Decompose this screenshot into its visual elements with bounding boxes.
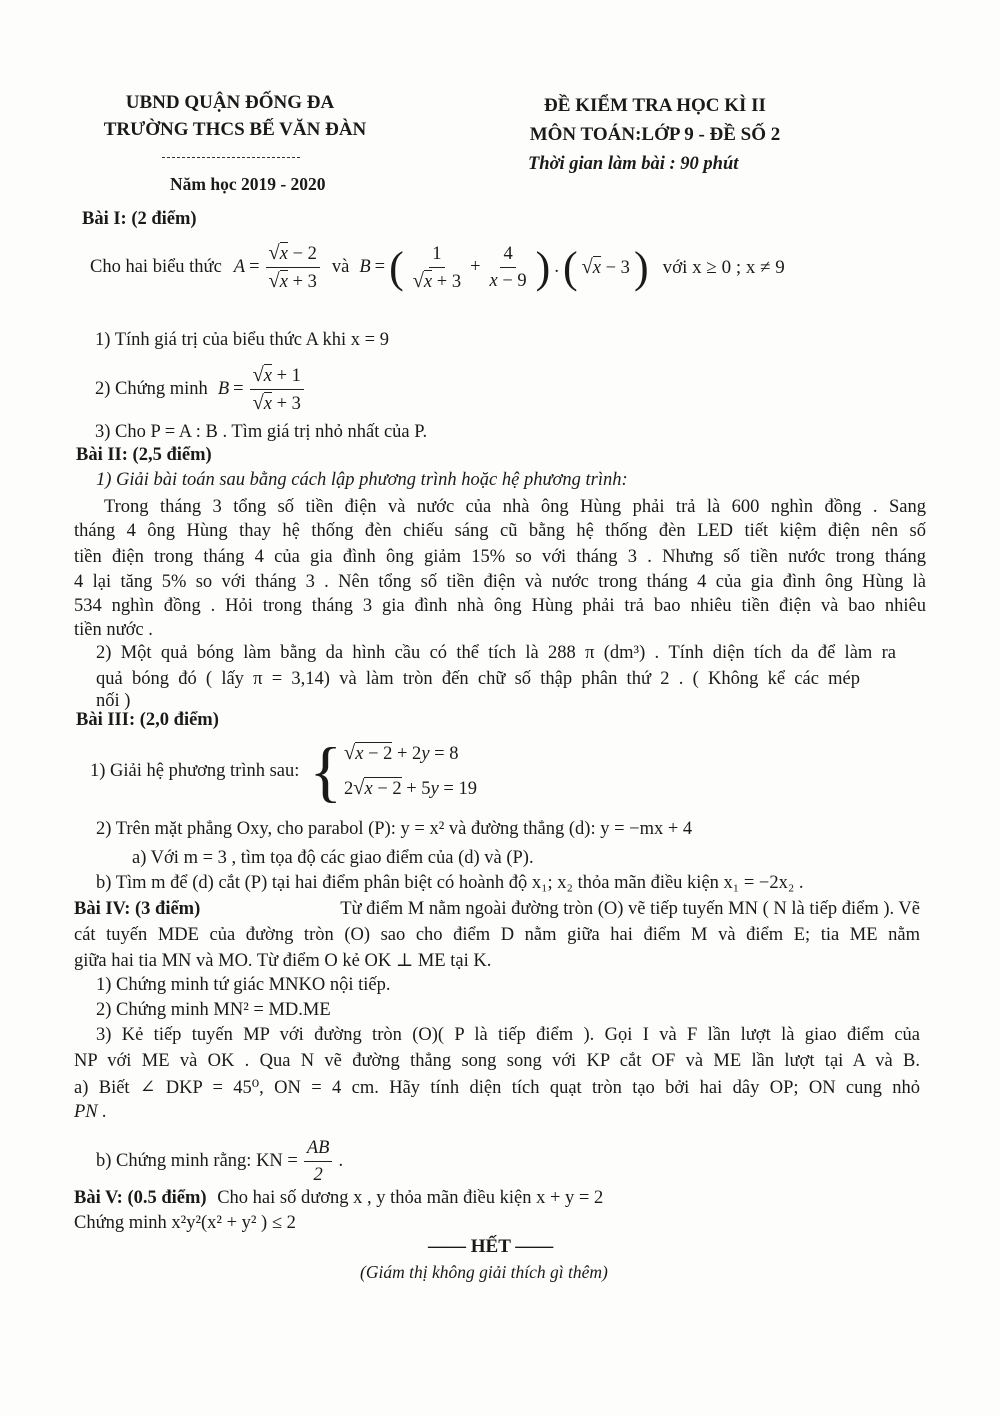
bai4-question-b: b) Chứng minh rằng: KN = $\frac{AB}{2}$ . bbox=[96, 1135, 343, 1188]
bai1-q2-prefix: 2) Chứng minh bbox=[95, 379, 208, 399]
bai4-question-2: 2) Chứng minh MN² = MD.ME bbox=[96, 1000, 331, 1020]
bai3-system bbox=[90, 733, 477, 809]
bai2-problem-line-6: tiền nước . bbox=[74, 620, 153, 640]
bai4-line-1-text: Từ điểm M nằm ngoài đường tròn (O) vẽ tiếp tuyến MN ( N là tiếp điểm ). Vẽ bbox=[340, 899, 920, 919]
equation-1: √x − 2 + 2y = 8 bbox=[344, 742, 459, 764]
bai4-qa-line-2: PN . bbox=[74, 1102, 107, 1122]
bai1-question-1: 1) Tính giá trị của biểu thức A khi x = 9 bbox=[95, 330, 389, 350]
bai3-question-2: 2) Trên mặt phẳng Oxy, cho parabol (P): y = x² và đường thẳng (d): y = −mx + 4 bbox=[96, 819, 693, 839]
bai2-problem-line-3: tiền điện trong tháng 4 của gia đình ông giảm 15% so với tháng 3 . Nhưng số tiền nước trong tháng bbox=[74, 547, 926, 567]
school-name: TRƯỜNG THCS BẾ VĂN ĐÀN bbox=[103, 119, 367, 140]
bai4-qa-line-1: a) Biết ∠ DKP = 45⁰, ON = 4 cm. Hãy tính diện tích quạt tròn tạo bởi hai dây OP; ON cung nhỏ bbox=[74, 1078, 920, 1098]
bai4-line-2: cát tuyến MDE của đường tròn (O) sao cho điểm D nằm giữa hai điểm M và điểm E; tia ME nằm bbox=[74, 925, 920, 945]
fraction-b2: $\frac{4}{x - 9}$ bbox=[487, 241, 530, 294]
system-brace: { bbox=[309, 733, 343, 809]
bai4-question-1: 1) Chứng minh tứ giác MNKO nội tiếp. bbox=[96, 975, 391, 995]
section-title-4: Bài IV: (3 điểm) bbox=[74, 899, 201, 919]
header-divider bbox=[162, 157, 300, 158]
bai2-problem-line-2: tháng 4 ông Hùng thay hệ thống đèn chiếu sáng cũ bằng hệ thống đèn LED tiết kiệm điện nên số bbox=[74, 521, 926, 541]
school-year: Năm học 2019 - 2020 bbox=[170, 174, 326, 194]
bai4-qb-prefix: b) Chứng minh rằng: KN = bbox=[96, 1151, 298, 1171]
bai4-line-3: giữa hai tia MN và MO. Từ điểm O kẻ OK ⊥ ME tại K. bbox=[74, 951, 492, 971]
bai4-q3-line-1: 3) Kẻ tiếp tuyến MP với đường tròn (O)( P là tiếp điểm ). Gọi I và F lần lượt là giao điểm của bbox=[96, 1025, 920, 1045]
exam-time: Thời gian làm bài : 90 phút bbox=[528, 154, 739, 174]
bai2-q2-line-1: 2) Một quả bóng làm bằng da hình cầu có thể tích là 288 π (dm³) . Tính diện tích da để làm ra bbox=[96, 643, 896, 663]
equation-2: 2√x − 2 + 5y = 19 bbox=[344, 777, 477, 799]
fraction-b1: $\frac{1}{√x + 3}$ bbox=[410, 241, 464, 295]
section-title-5: Bài V: (0.5 điểm) bbox=[74, 1188, 207, 1208]
exam-subject: MÔN TOÁN:LỚP 9 - ĐỀ SỐ 2 bbox=[529, 124, 781, 145]
bai1-condition: với x ≥ 0 ; x ≠ 9 bbox=[662, 257, 785, 278]
section-title-1: Bài I: (2 điểm) bbox=[82, 209, 197, 229]
bai1-and: và bbox=[331, 257, 350, 277]
bai3-q1-prefix: 1) Giải hệ phương trình sau: bbox=[90, 760, 300, 781]
bai4-line-1 bbox=[74, 898, 920, 921]
bai3-question-2a: a) Với m = 3 , tìm tọa độ các giao điểm của (d) và (P). bbox=[132, 848, 534, 868]
bai2-q2-line-3: nối ) bbox=[96, 691, 131, 711]
section-title-3: Bài III: (2,0 điểm) bbox=[76, 710, 219, 730]
section-title-2: Bài II: (2,5 điểm) bbox=[76, 445, 212, 465]
fraction-ab-2: $\frac{AB}{2}$ bbox=[304, 1135, 333, 1188]
org-name: UBND QUẬN ĐỐNG ĐA bbox=[125, 92, 335, 113]
bai1-question-3: 3) Cho P = A : B . Tìm giá trị nhỏ nhất của P. bbox=[95, 422, 428, 442]
bai4-q3-line-2: NP với ME và OK . Qua N vẽ đường thẳng song song với KP cắt OF và ME lần lượt tại A và B. bbox=[74, 1051, 920, 1071]
bai1-question-2: 2) Chứng minh B = $\frac{√x + 1}{√x + 3}$ bbox=[95, 362, 306, 417]
bai5-line-2: Chứng minh x²y²(x² + y² ) ≤ 2 bbox=[74, 1213, 296, 1233]
bai2-q2-line-2: quả bóng đó ( lấy π = 3,14) và làm tròn đến chữ số thập phân thứ 2 . ( Không kể các mép bbox=[96, 669, 860, 689]
end-marker: —— HẾT —— bbox=[428, 1236, 554, 1257]
fraction-b-result: $\frac{√x + 1}{√x + 3}$ bbox=[250, 362, 304, 417]
bai5-line-1 bbox=[74, 1187, 603, 1210]
bai2-problem-line-4: 4 lại tăng 5% so với tháng 3 . Nên tổng số tiền điện và nước trong tháng 4 của gia đình ông Hùng là bbox=[74, 572, 926, 592]
fraction-a: $\frac{√x - 2}{√x + 3}$ bbox=[266, 240, 320, 295]
bai5-line-1-text: Cho hai số dương x , y thỏa mãn điều kiện x + y = 2 bbox=[217, 1188, 604, 1208]
bai2-problem-line-5: 534 nghìn đồng . Hỏi trong tháng 3 gia đình nhà ông Hùng phải trả bao nhiêu tiền điện và bao nhiêu bbox=[74, 596, 926, 616]
bai2-problem-line-1: Trong tháng 3 tổng số tiền điện và nước của nhà ông Hùng phải trả là 600 nghìn đồng . Sang bbox=[104, 497, 926, 517]
footer-note: (Giám thị không giải thích gì thêm) bbox=[360, 1262, 608, 1282]
bai2-sub1-title: 1) Giải bài toán sau bằng cách lập phương trình hoặc hệ phương trình: bbox=[96, 470, 628, 490]
bai1-expressions: Cho hai biểu thức A = $\frac{√x - 2}{√x + 3}$ và B = ( $\frac{1}{√x + 3}$ + $\frac{4}{x - 9}$ ) . ( √x − 3 ) với x ≥ 0 ; x ≠ 9 bbox=[90, 240, 785, 295]
exam-title: ĐỀ KIỂM TRA HỌC KÌ II bbox=[544, 95, 766, 116]
bai1-intro: Cho hai biểu thức bbox=[90, 257, 222, 277]
bai3-question-2b: b) Tìm m để (d) cắt (P) tại hai điểm phân biệt có hoành độ x₁; x₂ thỏa mãn điều kiện x₁ = −2x₂ . bbox=[96, 873, 804, 893]
